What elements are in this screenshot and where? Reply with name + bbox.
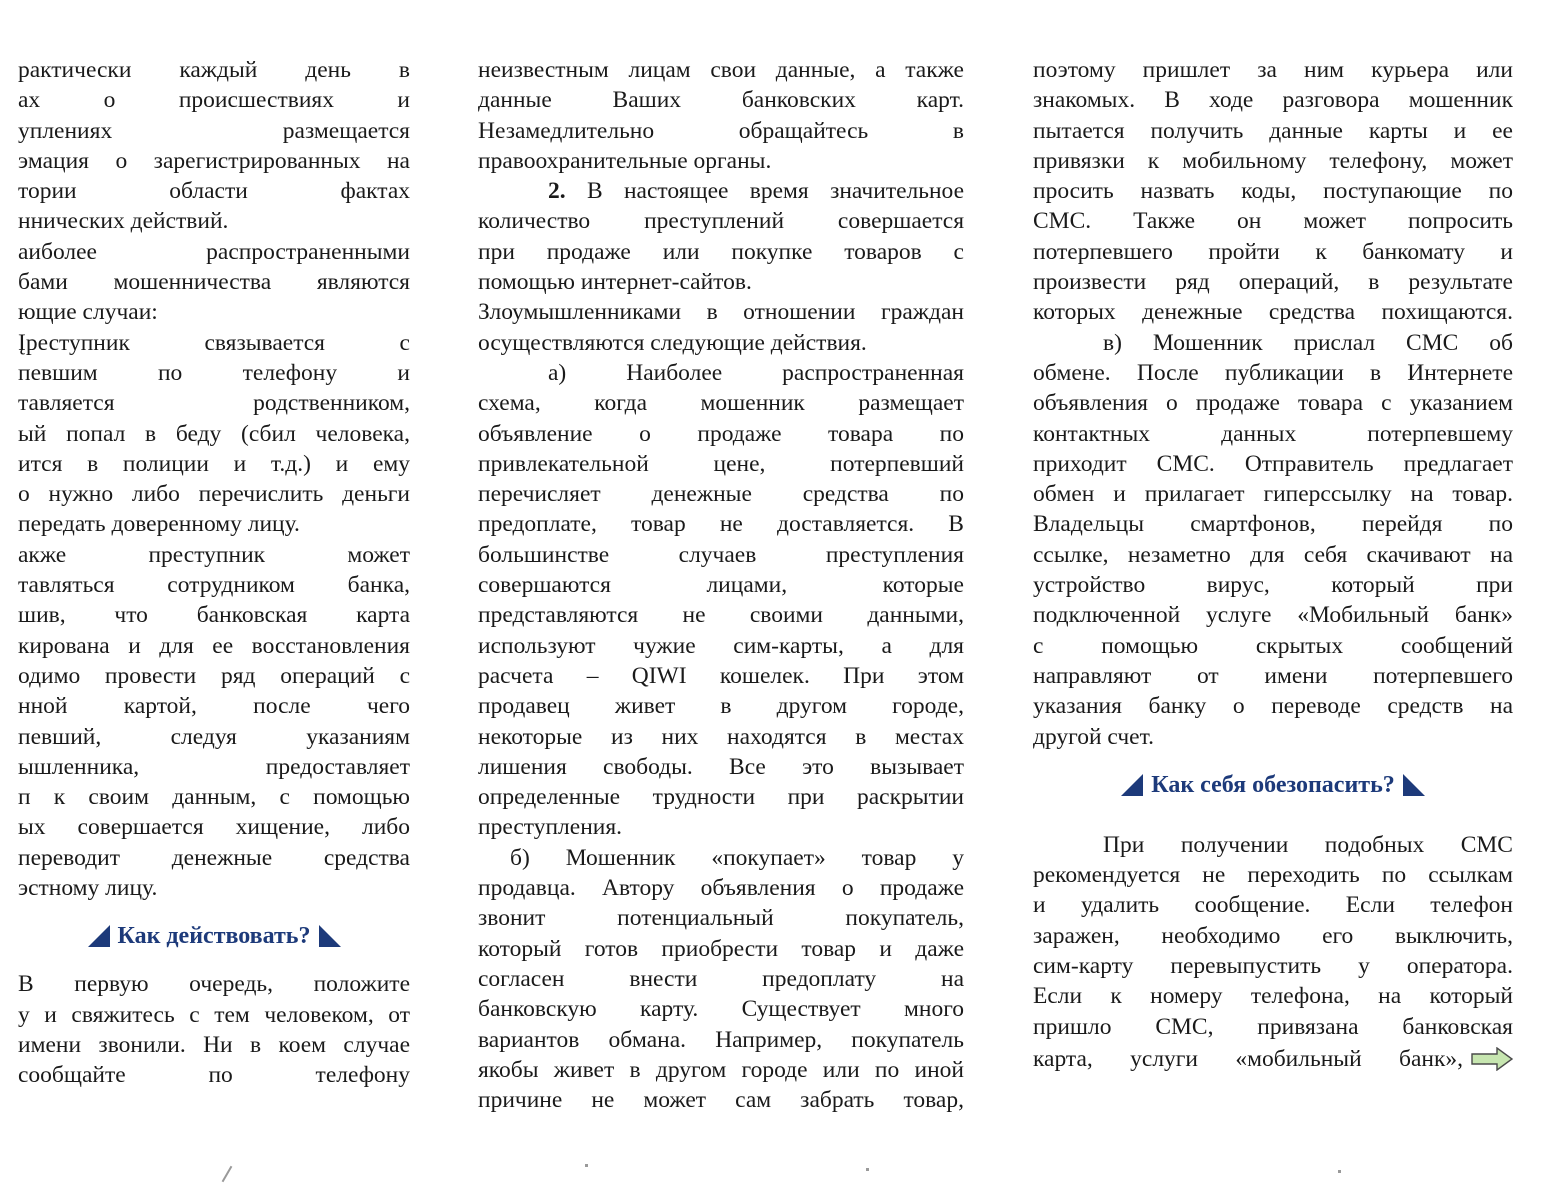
text-line: Владельцы смартфонов, перейдя по [1033,511,1513,538]
text-line: звонит потенциальный покупатель, [478,905,964,932]
advice-first-line: При получении подобных СМС [1103,831,1513,858]
text-line: количество преступлений совершается [478,208,964,235]
text-line: п к своим данным, с помощью [18,784,410,811]
triangle-left-icon [88,925,110,947]
text-line: ющие случаи: [18,299,158,326]
text-line: рактически каждый день в [18,57,410,83]
col3-blockV [1033,358,1513,752]
text-line: В первую очередь, положите [18,971,410,998]
text-line: лишения свободы. Все это вызывает [478,753,964,780]
text-line: преступления. [478,814,623,841]
item-b-first-line: б) Мошенник «покупает» товар у [510,844,964,871]
text-line: и удалить сообщение. Если телефон [1033,892,1513,919]
triangle-right-icon [1403,774,1425,796]
text-line: объявление о продаже товара по [478,420,964,447]
text-line: вариантов обмана. Например, покупатель [478,1026,964,1053]
text-line: большинстве случаев преступления [478,541,964,568]
text-line: у и свяжитесь с тем человеком, от [18,1001,410,1028]
text-line: Если к номеру телефона, на который [1033,983,1513,1010]
text-line: тавляется родственником, [18,390,410,417]
text-line: продавца. Автору объявления о продаже [478,875,964,902]
text-line: певшим по телефону и [18,359,410,386]
heading-how-to-act [18,921,410,951]
text-line: якобы живет в другом городе или по иной [478,1056,964,1083]
item-2-text: В настоящее время значительное [586,178,964,205]
text-line: определенные трудности при раскрытии [478,784,964,811]
text-line: направляют от имени потерпевшего [1033,662,1513,689]
col1-block3 [18,328,410,540]
text-line: Įреступник связывается с [18,329,410,356]
col3-blockAdvice [1033,860,1513,1042]
text-line: рекомендуется не переходить по ссылкам [1033,862,1513,889]
col1-block4 [18,540,410,904]
text-line: данные Ваших банковских карт. [478,87,964,114]
text-line: осуществляются следующие действия. [478,329,867,356]
text-line: банковскую карту. Существует много [478,996,964,1023]
scan-mark [222,1166,233,1183]
column-2 [478,55,964,1115]
text-line: ссылке, незаметно для себя скачивают на [1033,541,1513,568]
heading-text: Как себя обезопасить? [1151,771,1395,798]
text-line: заражен, необходимо его выключить, [1033,922,1513,949]
col1-block1 [18,55,410,237]
advice-last-line [1033,1042,1513,1076]
text-line: знакомых. В ходе разговора мошенник [1033,87,1513,114]
text-line: Злоумышленниками в отношении граждан [478,299,964,326]
text-line: контактных данных потерпевшему [1033,420,1513,447]
col3-block1 [1033,55,1513,328]
text-line: ах о происшествиях и [18,87,410,114]
text-line: тории области фактах [18,178,410,205]
text-line: пришло СМС, привязана банковская [1033,1013,1513,1040]
heading-text: Как действовать? [117,923,311,950]
text-line: сообщайте по телефону [18,1062,410,1089]
text-line: которых денежные средства похищаются. [1033,299,1513,326]
text-line: обмен и прилагает гиперссылку на товар. [1033,481,1513,508]
text-line: потерпевшего пройти к банкомату и [1033,238,1513,265]
text-line: певший, следуя указаниям [18,723,410,750]
text-line: правоохранительные органы. [478,147,772,174]
item-2-first-line [478,176,964,206]
text-line: нной картой, после чего [18,693,410,720]
text-line: предоплате, товар не доставляется. В [478,511,964,538]
text-line: подключенной услуге «Мобильный банк» [1033,602,1513,629]
scan-mark [585,1164,588,1167]
item-a-first-line: а) Наиболее распространенная [548,359,964,386]
text-line: бами мошенничества являются [18,269,410,296]
text-line: ннических действий. [18,208,229,235]
text-line: переводит денежные средства [18,844,410,871]
text-line: ый попал в беду (сбил человека, [18,420,410,447]
text-line: указания банку о переводе средств на [1033,693,1513,720]
triangle-left-icon [1121,774,1143,796]
text-line: используют чужие сим-карты, а для [478,632,964,659]
text-line: согласен внести предоплату на [478,965,964,992]
right-arrow-icon[interactable] [1471,1047,1513,1071]
text-line: представляются не своими данными, [478,602,964,629]
text-line: другой счет. [1033,723,1154,750]
column-1 [18,55,410,1091]
item-v-first-line: в) Мошенник прислал СМС об [1103,329,1513,356]
text-line: поэтому пришлет за ним курьера или [1033,57,1513,83]
text-line: привязки к мобильному телефону, может [1033,147,1513,174]
text-line: некоторые из них находятся в местах [478,723,964,750]
text-line: СМС. Также он может попросить [1033,208,1513,235]
text-line: объявления о продаже товара с указанием [1033,390,1513,417]
heading-how-to-protect [1033,770,1513,800]
col2-block2 [478,206,964,357]
text-line: просить назвать коды, поступающие по [1033,178,1513,205]
text-line: произвести ряд операций, в результате [1033,269,1513,296]
text-line: при продаже или покупке товаров с [478,238,964,265]
text-line: совершаются лицами, которые [478,572,964,599]
text-line: неизвестным лицам свои данные, а также [478,57,964,83]
text-line: устройство вирус, который при [1033,572,1513,599]
col2-blockB [478,873,964,1115]
text-line: сим-карту перевыпустить у оператора. [1033,953,1513,980]
col2-blockA [478,388,964,842]
text-line: имени звонили. Ни в коем случае [18,1031,410,1058]
col1-block5 [18,969,410,1090]
text-line: кирована и для ее восстановления [18,632,410,659]
text-line: эмация о зарегистрированных на [18,147,410,174]
text-line: передать доверенному лицу. [18,511,300,538]
text-line: ых совершается хищение, либо [18,814,410,841]
text-line: аиболее распространенными [18,238,410,265]
text-line: тавляться сотрудником банка, [18,572,410,599]
text-line: приходит СМС. Отправитель предлагает [1033,450,1513,477]
text-line: продавец живет в другом городе, [478,693,964,720]
text-line: схема, когда мошенник размещает [478,390,964,417]
text-line: ится в полиции и т.д.) и ему [18,450,410,477]
col1-block2 [18,237,410,328]
triangle-right-icon [319,925,341,947]
text-line: Незамедлительно обращайтесь в [478,117,964,144]
text-line: обмене. После публикации в Интернете [1033,359,1513,386]
text-line: о нужно либо перечислить деньги [18,481,410,508]
text-line: шив, что банковская карта [18,602,410,629]
scan-mark [866,1168,869,1171]
text-line: одимо провести ряд операций с [18,662,410,689]
text-line: который готов приобрести товар и даже [478,935,964,962]
scan-mark [1338,1170,1341,1173]
text-line: эстному лицу. [18,875,158,902]
text-line: расчета – QIWI кошелек. При этом [478,662,964,689]
text-line: с помощью скрытых сообщений [1033,632,1513,659]
text-line: причине не может сам забрать товар, [478,1087,964,1114]
text-line: пытается получить данные карты и ее [1033,117,1513,144]
col2-block1 [478,55,964,176]
text-line: акже преступник может [18,541,410,568]
column-3 [1033,55,1513,1076]
text-line: перечисляет денежные средства по [478,481,964,508]
text-line: карта, услуги «мобильный банк», [1033,1045,1463,1072]
item-2-number: 2. [548,178,566,205]
text-line: привлекательной цене, потерпевший [478,450,964,477]
text-line: помощью интернет-сайтов. [478,269,752,296]
text-line: уплениях размещается [18,117,410,144]
text-line: ышленника, предоставляет [18,753,410,780]
